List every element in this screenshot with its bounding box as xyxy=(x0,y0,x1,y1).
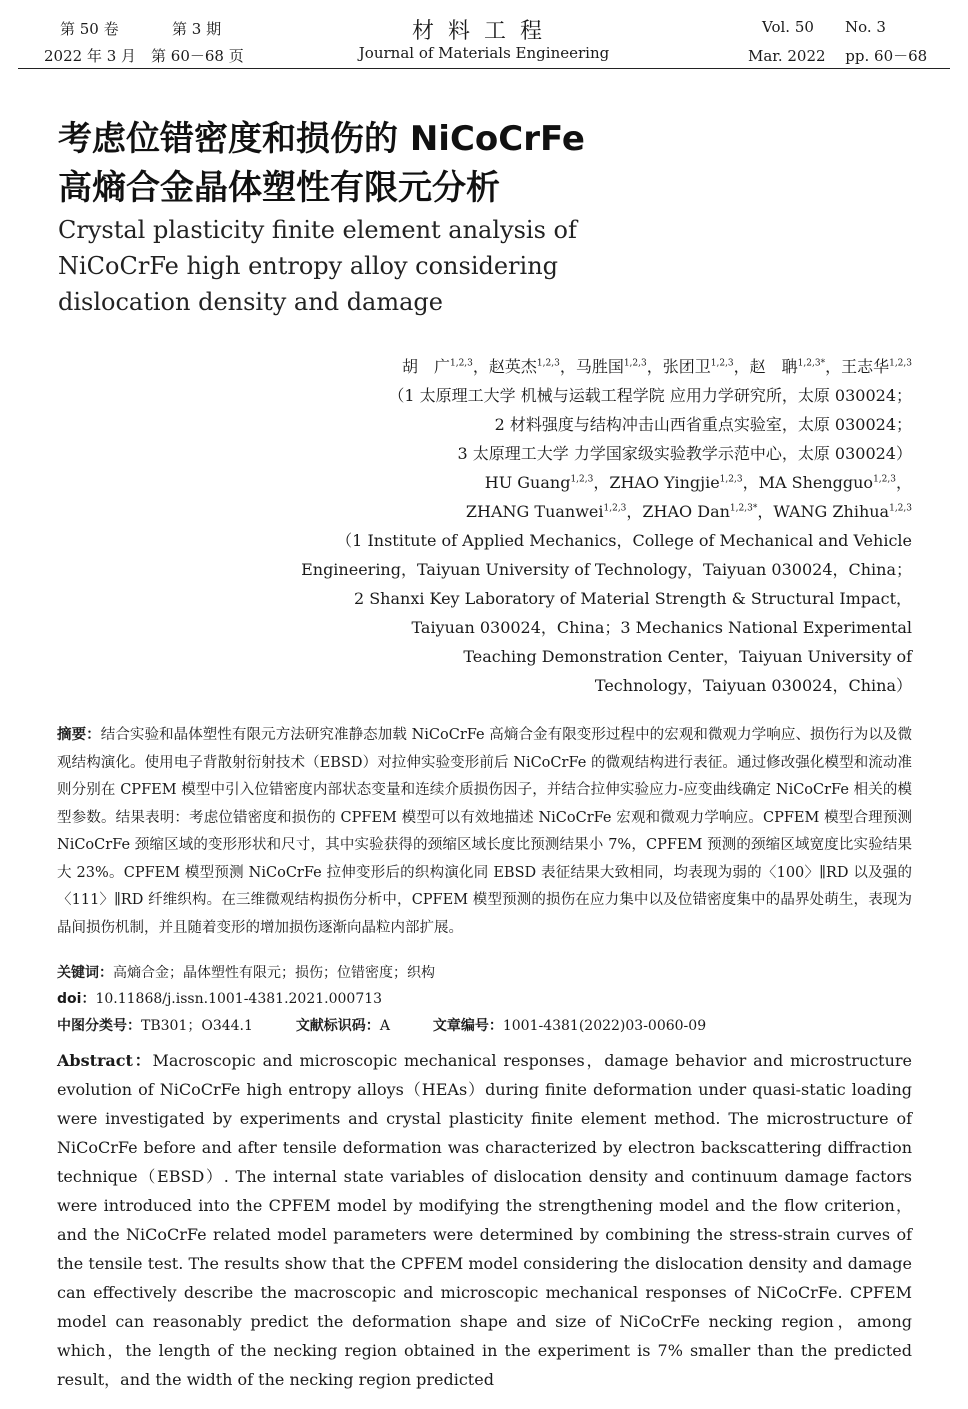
affiliation-cn-line: 2 材料强度与结构冲击山西省重点实验室，太原 030024； xyxy=(494,415,912,434)
keywords-line xyxy=(57,962,912,982)
authors-cn xyxy=(280,352,912,381)
affil-mark: 1,2,3 xyxy=(570,474,594,485)
date-pages-cn: 2022 年 3 月 第 60－68 页 xyxy=(44,47,244,65)
doi-label: doi： xyxy=(57,991,96,1007)
affil-mark: 1,2,3 xyxy=(449,358,473,369)
author-block xyxy=(280,352,912,700)
affil-mark: 1,2,3 xyxy=(536,358,560,369)
header-rule xyxy=(18,68,950,69)
date-pages-en: Mar. 2022 pp. 60－68 xyxy=(748,47,928,65)
affiliation-en-line: Taiyuan 030024，China；3 Mechanics National Experimental xyxy=(411,618,912,637)
classification-line xyxy=(57,1015,912,1035)
author-name: 胡 广 xyxy=(401,357,450,376)
journal-name-en: Journal of Materials Engineering xyxy=(358,44,610,62)
abstract-en-text: Macroscopic and microscopic mechanical responses，damage behavior and microstructure evolution of NiCoCrFe high entropy alloys（HEAs）during finite deformation under quasi-static loading were investigated by experiments and crystal plasticity finite element method. The microstructure of NiCoCrFe before and after tensile deformation was characterized by electron backscattering diffraction technique（EBSD）. The internal state variables of dislocation density and continuum damage factors were introduced into the CPFEM model by modifying the strengthening model and the flow criterion，and the NiCoCrFe related model parameters were determined by combining the stress-strain curves of the tensile test. The results show that the CPFEM model considering the dislocation density and damage can effectively describe the macroscopic and microscopic mechanical responses of NiCoCrFe. CPFEM model can reasonably predict the deformation shape and size of NiCoCrFe necking region，among which，the length of the necking region obtained in the experiment is 7% smaller than the predicted result，and the width of the necking region predicted xyxy=(57,1051,913,1389)
author-name: ，MA Shengguo xyxy=(742,473,874,492)
journal-header xyxy=(0,12,968,70)
affil-mark: 1,2,3 xyxy=(873,474,896,485)
title-english xyxy=(58,212,658,320)
abstract-en-label: Abstract： xyxy=(57,1051,153,1070)
author-name: ，赵英杰 xyxy=(472,357,537,376)
affiliation-en-line: Engineering，Taiyuan University of Technology，Taiyuan 030024，China； xyxy=(301,560,912,579)
affil-mark: 1,2,3* xyxy=(797,358,826,369)
keywords-label: 关键词： xyxy=(57,965,113,981)
doc-code-label: 文献标识码： xyxy=(295,1018,380,1034)
keywords-text: 高熵合金；晶体塑性有限元；损伤；位错密度；织构 xyxy=(113,965,435,981)
clc-label: 中图分类号： xyxy=(57,1018,141,1034)
affiliation-en-line: 2 Shanxi Key Laboratory of Material Strength & Structural Impact， xyxy=(353,589,912,608)
affil-mark: 1,2,3 xyxy=(889,358,912,369)
author-name: ，赵 聃 xyxy=(733,357,798,376)
author-name: HU Guang xyxy=(484,473,571,492)
affiliation-en-line: （1 Institute of Applied Mechanics，College of Mechanical and Vehicle xyxy=(336,531,912,550)
author-name: ，ZHAO Dan xyxy=(626,502,730,521)
title-cn-line: 高熵合金晶体塑性有限元分析 xyxy=(58,168,500,208)
abstract-chinese xyxy=(57,722,912,942)
authors-en-line2 xyxy=(280,497,912,526)
authors-en-line1 xyxy=(280,468,912,497)
affiliation-cn-line: （1 太原理工大学 机械与运载工程学院 应用力学研究所，太原 030024； xyxy=(388,386,912,405)
clc-value: TB301；O344.1 xyxy=(141,1018,253,1034)
article-no-value: 1001-4381(2022)03-0060-09 xyxy=(502,1018,707,1034)
affil-mark: 1,2,3 xyxy=(710,358,734,369)
author-name: ，王志华 xyxy=(825,357,890,376)
affiliation-en-line: Teaching Demonstration Center，Taiyuan University of xyxy=(463,647,912,666)
affil-mark: 1,2,3* xyxy=(729,503,758,514)
abstract-cn-label: 摘要： xyxy=(57,727,101,743)
author-name: ，ZHAO Yingjie xyxy=(593,473,720,492)
journal-name-cn: 材料工程 xyxy=(411,19,556,44)
article-no-label: 文章编号： xyxy=(432,1018,503,1034)
abstract-cn-text: 结合实验和晶体塑性有限元方法研究准静态加载 NiCoCrFe 高熵合金有限变形过程中的宏观和微观力学响应、损伤行为以及微观结构演化。使用电子背散射衍射技术（EBSD）对拉伸实验变形前后 NiCoCrFe 的微观结构进行表征。通过修改强化模型和流动准则分别在 CPFEM 模型中引入位错密度内部状态变量和连续介质损伤因子，并结合拉伸实验应力-应变曲线确定 NiCoCrFe 相关的模型参数。结果表明：考虑位错密度和损伤的 CPFEM 模型可以有效地描述 NiCoCrFe 宏观和微观力学响应。CPFEM 模型合理预测 NiCoCrFe 颈缩区域的变形形状和尺寸，其中实验获得的颈缩区域长度比预测结果小 7%，CPFEM 预测的颈缩区域宽度比实验结果大 23%。CPFEM 模型预测 NiCoCrFe 拉伸变形后的织构演化同 EBSD 表征结果大致相同，均表现为弱的〈100〉∥RD 以及强的〈111〉∥RD 纤维织构。在三维微观结构损伤分析中，CPFEM 模型预测的损伤在应力集中以及位错密度集中的晶界处萌生，表现为晶间损伤机制，并且随着变形的增加损伤逐渐向晶粒内部扩展。 xyxy=(57,727,913,936)
author-name: ，张团卫 xyxy=(646,357,711,376)
title-chinese xyxy=(58,115,758,213)
affil-mark: 1,2,3 xyxy=(889,503,912,514)
title-en-line: NiCoCrFe high entropy alloy considering xyxy=(58,252,559,280)
title-en-line: dislocation density and damage xyxy=(58,288,443,316)
volume-en: Vol. 50 xyxy=(762,18,814,36)
issue-cn: 第 3 期 xyxy=(172,20,222,38)
author-name: ，WANG Zhihua xyxy=(757,502,890,521)
affil-mark: 1,2,3 xyxy=(719,474,743,485)
author-name: ZHANG Tuanwei xyxy=(465,502,604,521)
doc-code-value: A xyxy=(379,1018,390,1034)
doi-line xyxy=(57,988,912,1008)
affil-mark: 1,2,3 xyxy=(623,358,647,369)
affil-mark: 1,2,3 xyxy=(603,503,627,514)
title-en-line: Crystal plasticity finite element analysis of xyxy=(58,216,577,244)
separator: ， xyxy=(895,473,912,492)
affiliation-en-line: Technology，Taiyuan 030024，China） xyxy=(594,676,912,695)
issue-en: No. 3 xyxy=(845,18,886,36)
affiliation-cn-line: 3 太原理工大学 力学国家级实验教学示范中心，太原 030024） xyxy=(457,444,912,463)
author-name: ，马胜国 xyxy=(559,357,624,376)
doi-text: 10.11868/j.issn.1001-4381.2021.000713 xyxy=(95,991,383,1007)
volume-cn: 第 50 卷 xyxy=(60,20,119,38)
title-cn-line: 考虑位错密度和损伤的 NiCoCrFe xyxy=(58,119,585,159)
abstract-english xyxy=(57,1046,912,1394)
